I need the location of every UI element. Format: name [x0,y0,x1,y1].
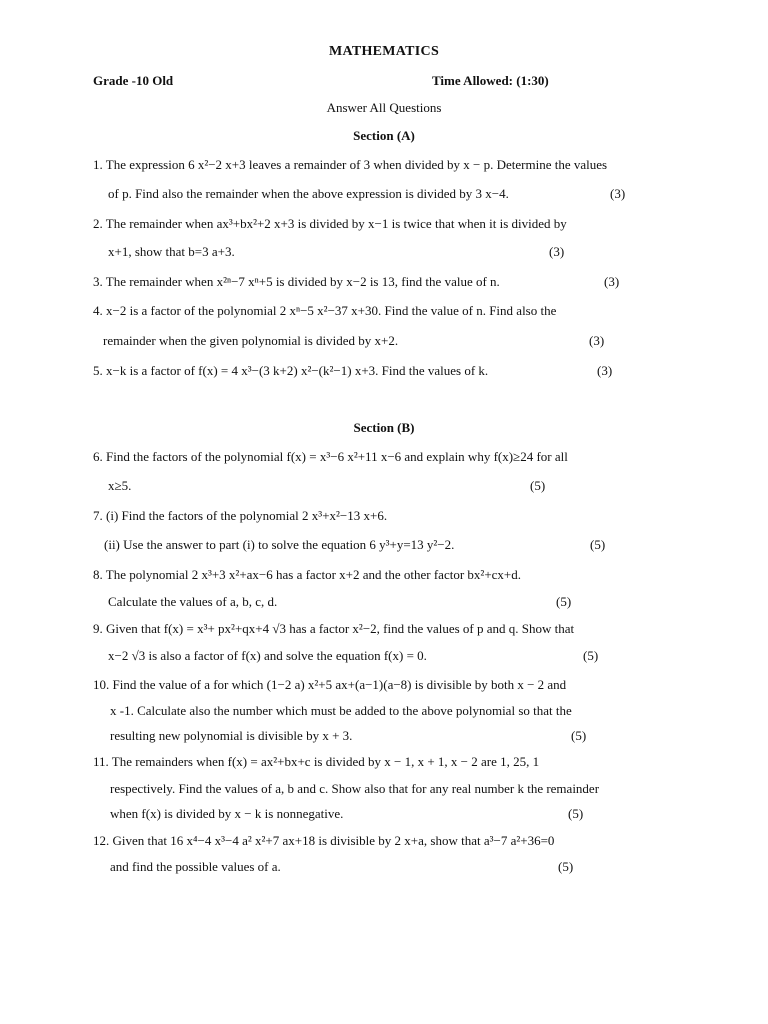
q12-line2: and find the possible values of a. [110,859,281,874]
q4-line1: 4. x−2 is a factor of the polynomial 2 xⁿ−5 x²−37 x+30. Find the value of n. Find also the [93,303,557,318]
q4-marks: (3) [589,333,605,348]
q7-line1: 7. (i) Find the factors of the polynomial 2 x³+x²−13 x+6. [93,508,388,523]
grade-label: Grade -10 Old [93,73,174,88]
q10-line3: resulting new polynomial is divisible by x + 3. [110,728,353,743]
q12-line1: 12. Given that 16 x⁴−4 x³−4 a² x²+7 ax+18 is divisible by 2 x+a, show that a³−7 a²+36=0 [93,833,555,848]
q11-line3: when f(x) is divided by x − k is nonnegative. [110,806,344,821]
q10-marks: (5) [571,728,587,743]
q8-line1: 8. The polynomial 2 x³+3 x²+ax−6 has a factor x+2 and the other factor bx²+cx+d. [93,567,521,582]
section-b-heading: Section (B) [353,420,415,435]
q5-line1: 5. x−k is a factor of f(x) = 4 x³−(3 k+2) x²−(k²−1) x+3. Find the values of k. [93,363,489,378]
q1-line2: of p. Find also the remainder when the above expression is divided by 3 x−4. [108,186,509,201]
q8-marks: (5) [556,594,572,609]
q1-line1: 1. The expression 6 x²−2 x+3 leaves a remainder of 3 when divided by x − p. Determine the values [93,157,608,172]
q3-line1: 3. The remainder when x²ⁿ−7 xⁿ+5 is divided by x−2 is 13, find the value of n. [93,274,500,289]
q8-line2: Calculate the values of a, b, c, d. [108,594,278,609]
q5-marks: (3) [597,363,613,378]
page-title: MATHEMATICS [328,44,440,59]
q9-line1: 9. Given that f(x) = x³+ px²+qx+4 √3 has a factor x²−2, find the values of p and q. Show that [93,621,575,636]
q11-line1: 11. The remainders when f(x) = ax²+bx+c is divided by x − 1, x + 1, x − 2 are 1, 25, 1 [93,754,540,769]
q7-marks: (5) [590,537,606,552]
q9-marks: (5) [583,648,599,663]
q11-line2: respectively. Find the values of a, b and c. Show also that for any real number k the remainder [110,781,600,796]
q6-marks: (5) [530,478,546,493]
q12-marks: (5) [558,859,574,874]
q3-marks: (3) [604,274,620,289]
q2-line1: 2. The remainder when ax³+bx²+2 x+3 is divided by x−1 is twice that when it is divided by [93,216,567,231]
q6-line1: 6. Find the factors of the polynomial f(x) = x³−6 x²+11 x−6 and explain why f(x)≥24 for all [93,449,568,464]
q2-marks: (3) [549,244,565,259]
q7-line2: (ii) Use the answer to part (i) to solve the equation 6 y³+y=13 y²−2. [104,537,455,552]
q9-line2: x−2 √3 is also a factor of f(x) and solve the equation f(x) = 0. [108,648,427,663]
q6-line2: x≥5. [108,478,132,493]
q2-line2: x+1, show that b=3 a+3. [108,244,235,259]
instruction-text: Answer All Questions [326,100,442,115]
q4-line2: remainder when the given polynomial is divided by x+2. [103,333,399,348]
section-a-heading: Section (A) [353,128,415,143]
time-allowed-label: Time Allowed: (1:30) [432,73,549,88]
q11-marks: (5) [568,806,584,821]
q10-line2: x -1. Calculate also the number which must be added to the above polynomial so that the [110,703,572,718]
q1-marks: (3) [610,186,626,201]
q10-line1: 10. Find the value of a for which (1−2 a) x²+5 ax+(a−1)(a−8) is divisible by both x − 2 and [93,677,567,692]
